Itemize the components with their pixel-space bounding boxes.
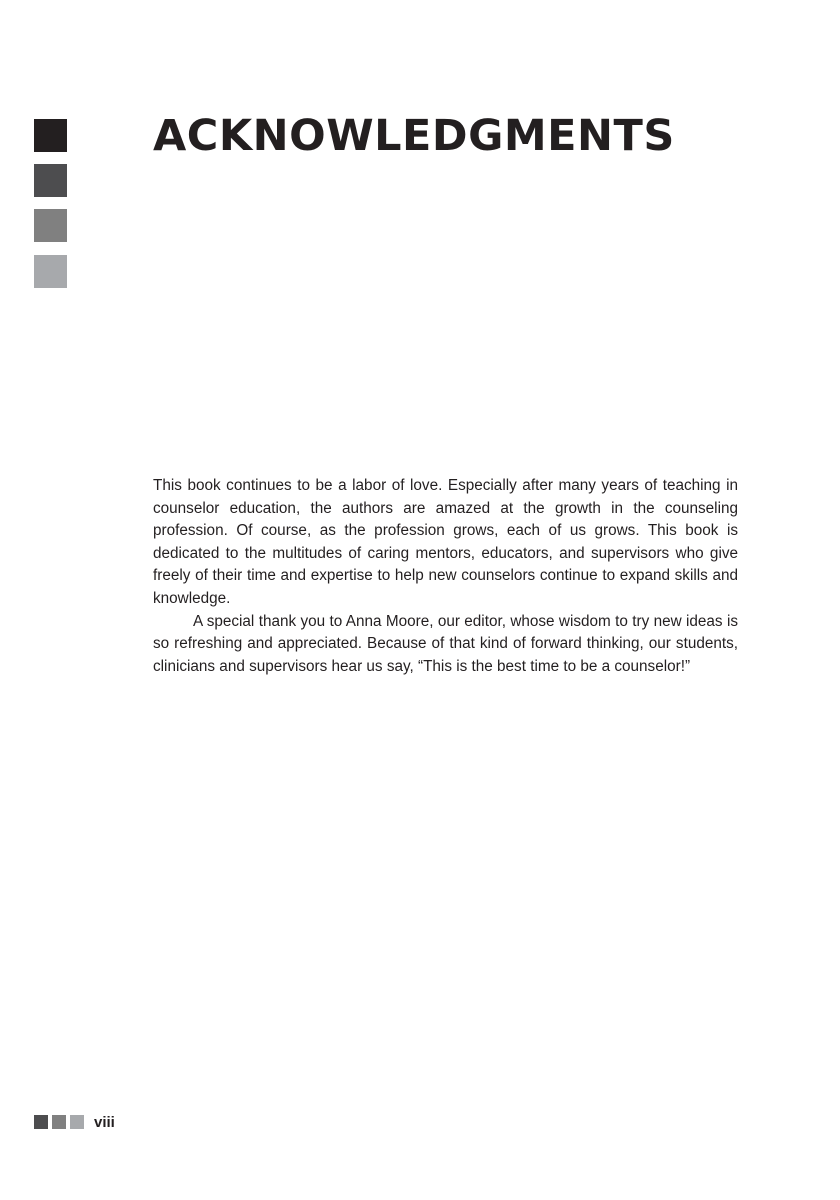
paragraph-2: A special thank you to Anna Moore, our editor, whose wisdom to try new ideas is so refreshing and appreciated. Because of that kind of forward thinking, our students, clinicians and supervisors hear us say, “This is the best time to be a counselor!”: [153, 612, 738, 675]
footer-square-3: [70, 1115, 84, 1129]
footer-square-1: [34, 1115, 48, 1129]
paragraph-1: This book continues to be a labor of love. Especially after many years of teaching in counselor education, the authors are amazed at the growth in the counseling profession. Of course, as the profession grows, each of us grows. This book is dedicated to the multitudes of caring mentors, educators, and supervisors who give freely of their time and expertise to help new counselors continue to expand skills and knowledge.: [153, 477, 738, 607]
decorative-square-1: [34, 119, 67, 152]
footer-square-2: [52, 1115, 66, 1129]
acknowledgments-body: [153, 475, 738, 678]
page-number: viii: [94, 1113, 115, 1131]
page-title: ACKNOWLEDGMENTS: [153, 111, 675, 161]
decorative-square-3: [34, 209, 67, 242]
page-footer: [34, 1114, 115, 1130]
decorative-square-2: [34, 164, 67, 197]
decorative-square-4: [34, 255, 67, 288]
